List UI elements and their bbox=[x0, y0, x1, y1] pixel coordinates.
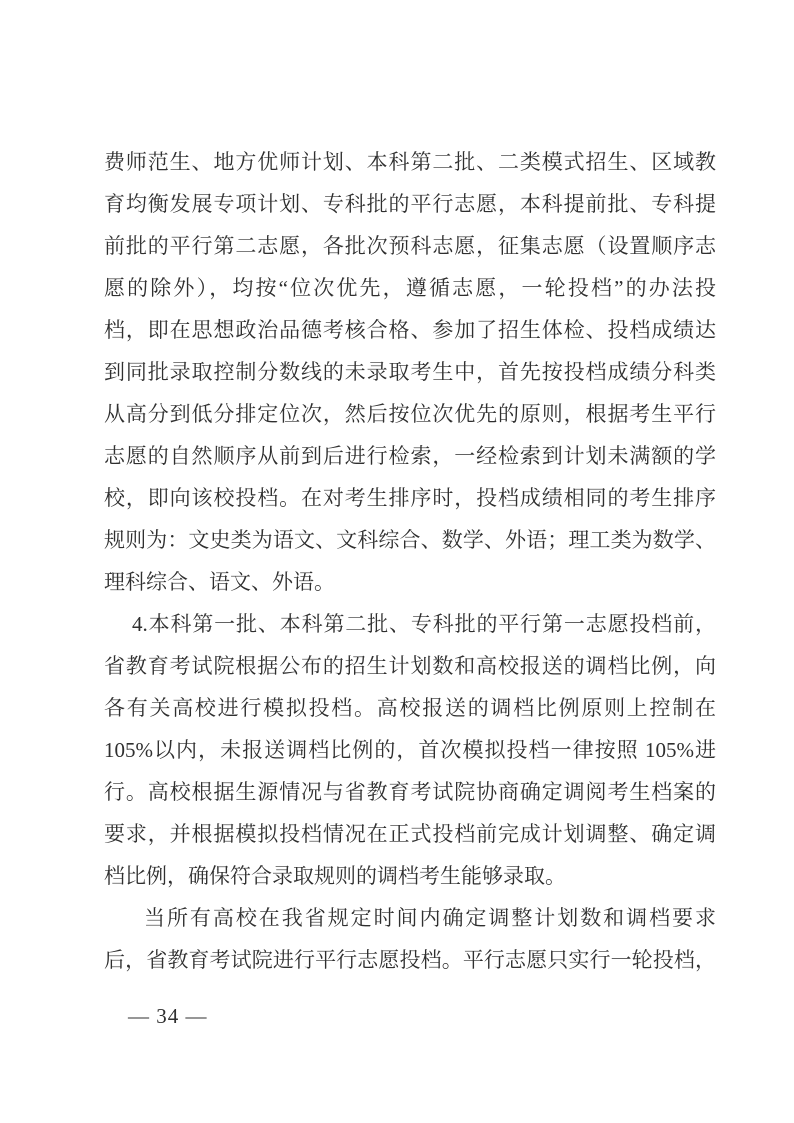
body-text-line: 规则为：文史类为语文、文科综合、数学、外语；理工类为数学、 bbox=[104, 528, 716, 552]
body-text-line: 档比例，确保符合录取规则的调档考生能够录取。 bbox=[104, 864, 566, 888]
body-text-line: 费师范生、地方优师计划、本科第二批、二类模式招生、区域教 bbox=[104, 150, 716, 174]
body-text-line: 省教育考试院根据公布的招生计划数和高校报送的调档比例，向 bbox=[104, 654, 716, 678]
body-text-line: 理科综合、语文、外语。 bbox=[104, 570, 335, 594]
body-text-line: 育均衡发展专项计划、专科批的平行志愿，本科提前批、专科提 bbox=[104, 192, 716, 216]
body-text-line: 到同批录取控制分数线的未录取考生中，首先按投档成绩分科类 bbox=[104, 360, 716, 384]
body-text bbox=[104, 141, 716, 981]
body-text-line: 前批的平行第二志愿，各批次预科志愿，征集志愿（设置顺序志 bbox=[104, 234, 716, 258]
body-text-line: 各有关高校进行模拟投档。高校报送的调档比例原则上控制在 bbox=[104, 696, 716, 720]
body-text-line: 行。高校根据生源情况与省教育考试院协商确定调阅考生档案的 bbox=[104, 780, 716, 804]
body-text-line-item-4: 4.本科第一批、本科第二批、专科批的平行第一志愿投档前， bbox=[132, 612, 716, 636]
body-text-line: 档，即在思想政治品德考核合格、参加了招生体检、投档成绩达 bbox=[104, 318, 716, 342]
body-text-line: 后，省教育考试院进行平行志愿投档。平行志愿只实行一轮投档， bbox=[104, 948, 716, 972]
body-text-line: 愿的除外），均按“位次优先，遵循志愿，一轮投档”的办法投 bbox=[104, 276, 716, 300]
body-text-line: 要求，并根据模拟投档情况在正式投档前完成计划调整、确定调 bbox=[104, 822, 716, 846]
page-number: — 34 — bbox=[128, 1004, 208, 1028]
body-text-line: 105%以内，未报送调档比例的，首次模拟投档一律按照 105%进 bbox=[104, 738, 716, 762]
body-text-line: 志愿的自然顺序从前到后进行检索，一经检索到计划未满额的学 bbox=[104, 444, 716, 468]
body-text-line: 当所有高校在我省规定时间内确定调整计划数和调档要求 bbox=[144, 906, 716, 930]
body-text-line: 校，即向该校投档。在对考生排序时，投档成绩相同的考生排序 bbox=[104, 486, 716, 510]
body-text-line: 从高分到低分排定位次，然后按位次优先的原则，根据考生平行 bbox=[104, 402, 716, 426]
